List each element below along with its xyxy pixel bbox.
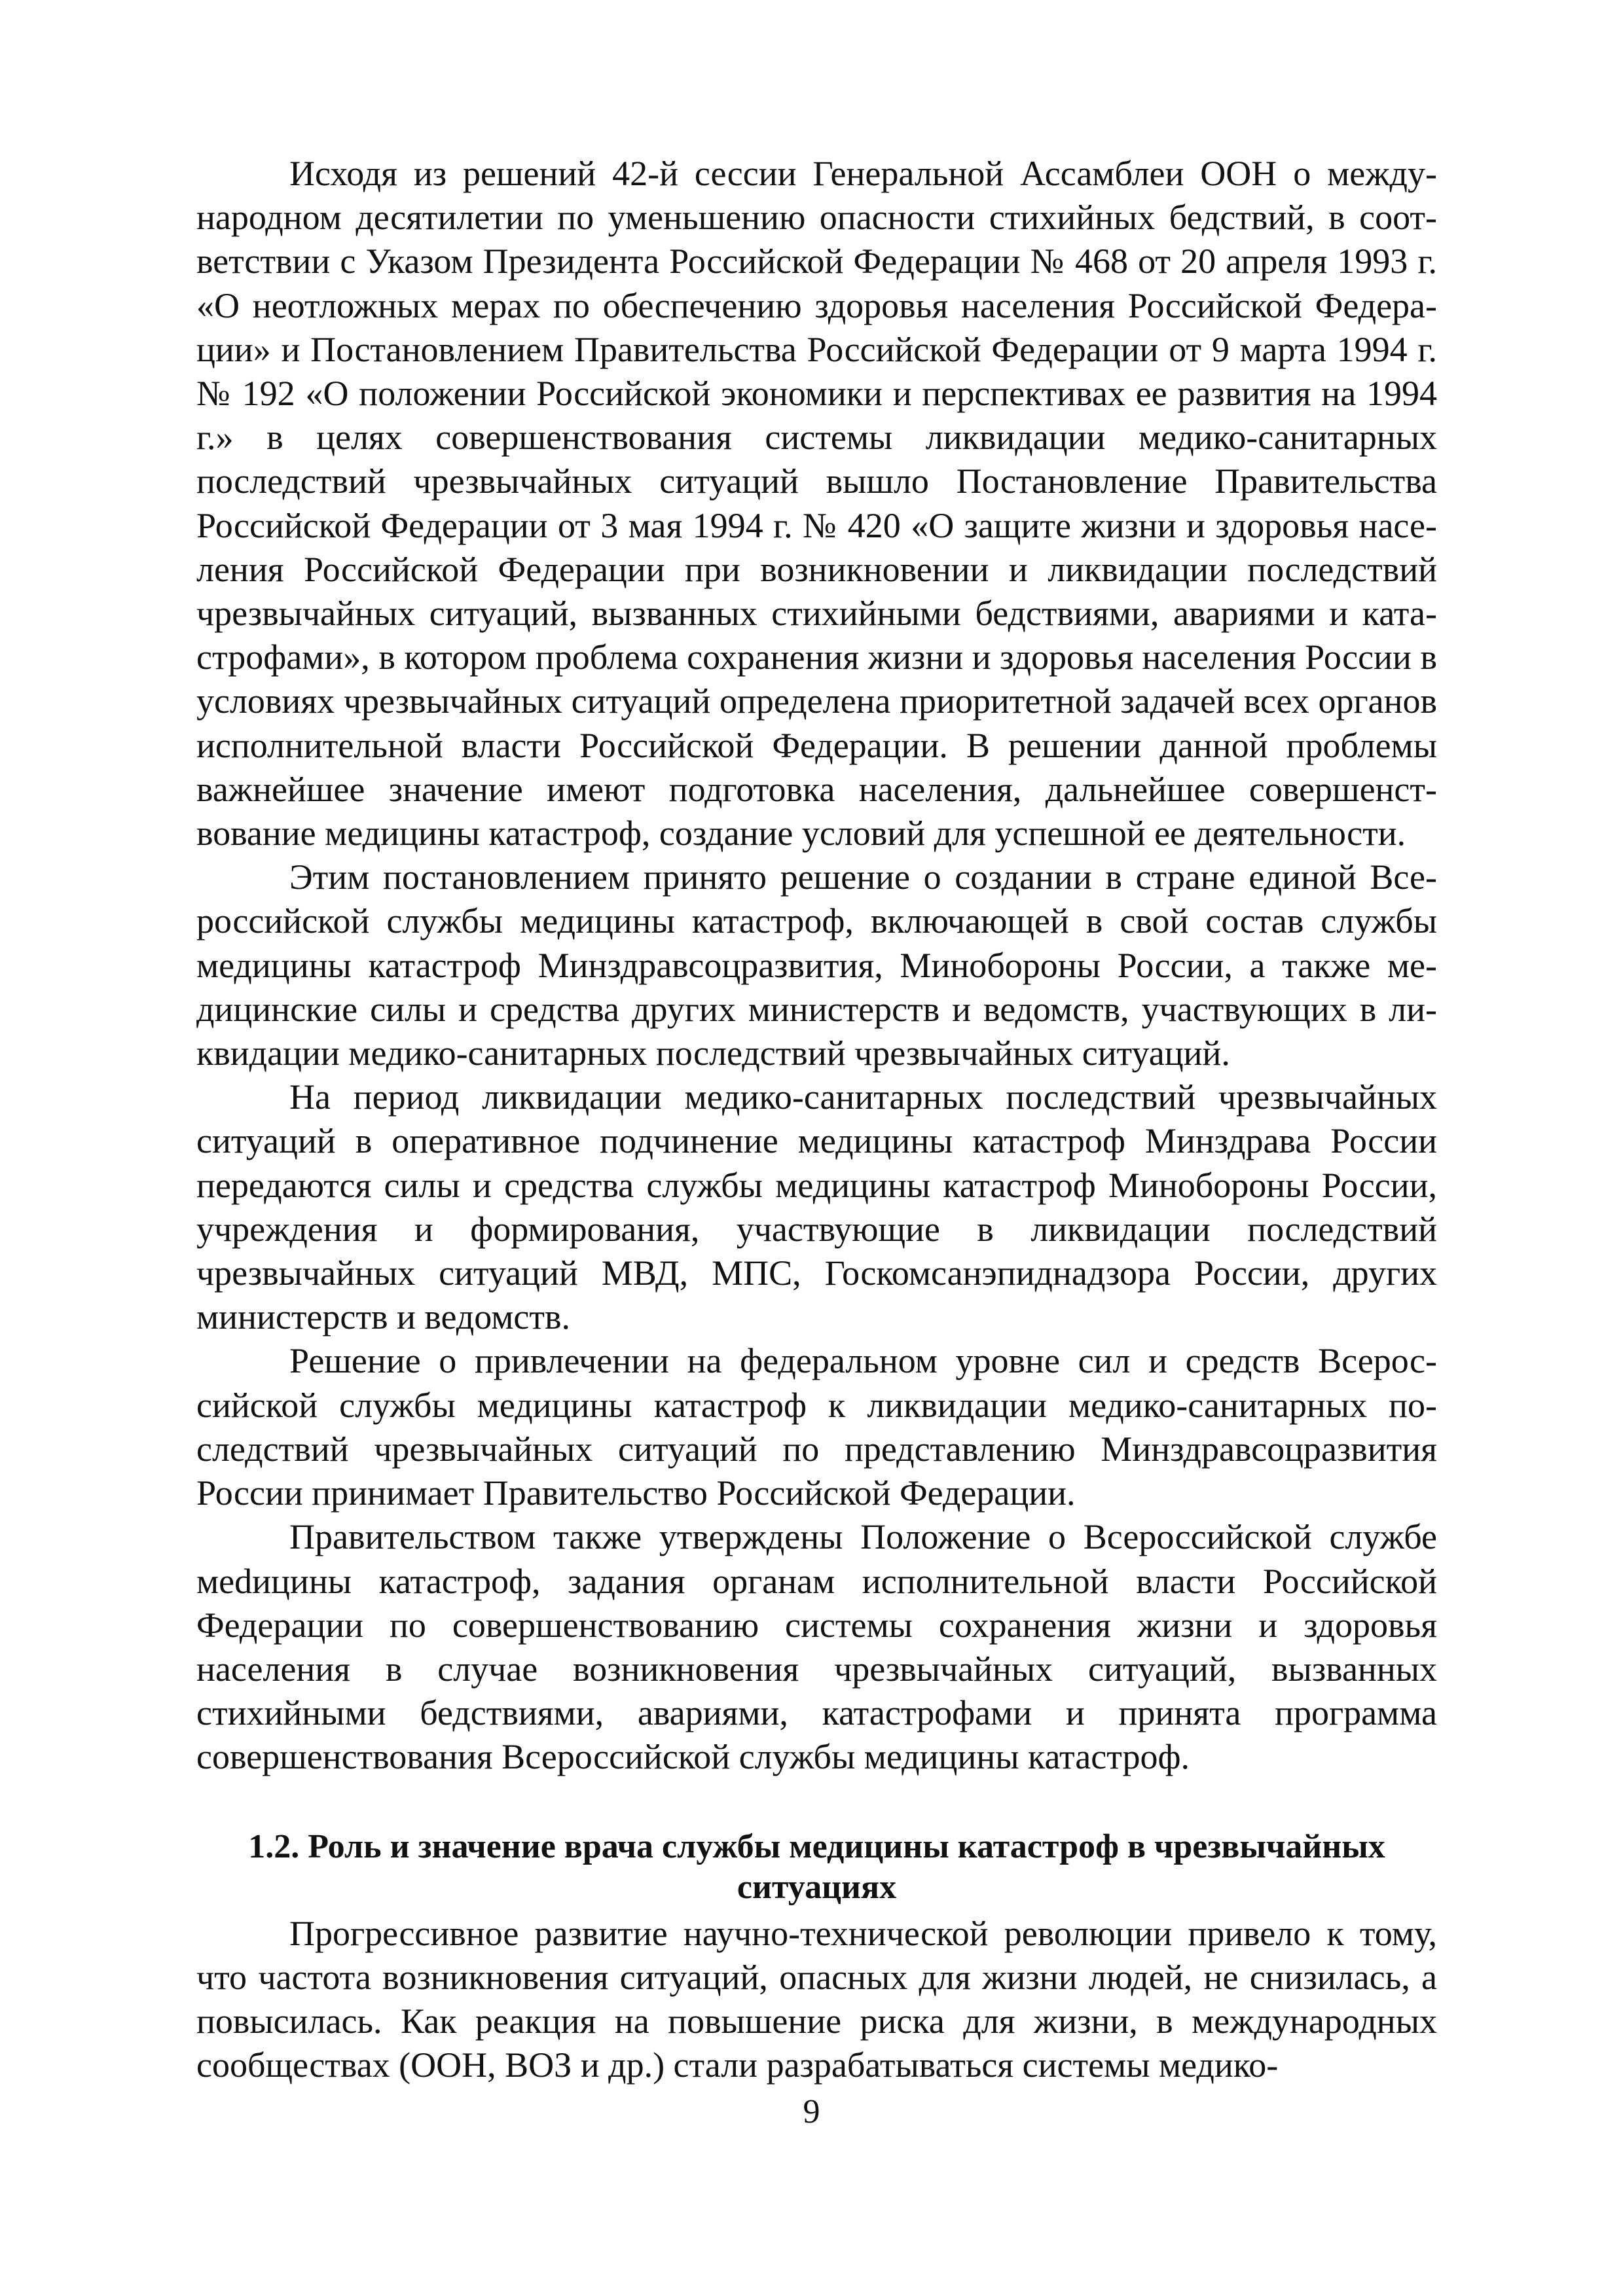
paragraph-service-creation: Этим постановлением принято решение о создании в стране единой Всероссийской службы медицины катастроф, включающей в свой состав службы медицины катастроф Минздравсоцразвития, Минобороны России, а также медицинские силы и средства других министерств и ведомств, участвующих в ликвидации медико-санитарных последствий чрезвычайных ситуаций. (196, 857, 1437, 1073)
page-number: 9 (803, 2093, 820, 2130)
section-heading: 1.2. Роль и значение врача службы медицины катастроф в чрезвычайных ситуациях (248, 1827, 1385, 1906)
paragraph-section-intro: Прогрессивное развитие научно-технической революции привело к тому, что частота возникновения ситуаций, опасных для жизни людей, не снизилась, а повысилась. Как реакция на повышение риска для жизни, в международных сообществах (ООН, ВОЗ и др.) стали разрабатываться системы медико- (196, 1913, 1437, 2085)
body-text (196, 152, 1437, 2087)
paragraph-federal-decision: Решение о привлечении на федеральном уровне сил и средств Всероссийской службы медицины катастроф к ликвидации медико-санитарных последствий чрезвычайных ситуаций по представлению Минздравсоцразвития России принимает Правительство Российской Федерации. (196, 1341, 1437, 1513)
paragraph-government-approval: Правительством также утверждены Положение о Всероссийской службе меdицины катастроф, задания органам исполнительной власти Российской Федерации по совершенствованию системы сохранения жизни и здоровья населения в случае возникновения чрезвычайных ситуаций, вызванных стихийными бедствиями, авариями, катастрофами и принята программа совершенствования Всероссийской службы медицины катастроф. (196, 1517, 1437, 1777)
paragraph-operational-subordination: На период ликвидации медико-санитарных последствий чрезвычайных ситуаций в оперативное подчинение медицины катастроф Минздрава России передаются силы и средства службы медицины катастроф Минобороны России, учреждения и формирования, участвующие в ликвидации последствий чрезвычайных ситуаций МВД, МПС, Госкомсанэпиднадзора России, других министерств и ведомств. (196, 1077, 1437, 1337)
paragraph-un-resolutions: Исходя из решений 42-й сессии Генеральной Ассамблеи ООН о международном десятилетии по уменьшению опасности стихийных бедствий, в соответствии с Указом Президента Российской Федерации № 468 от 20 апреля 1993 г. «О неотложных мерах по обеспечению здоровья населения Российской Федерации» и Постановлением Правительства Российской Федерации от 9 марта 1994 г. № 192 «О положении Российской экономики и перспективах ее развития на 1994 г.» в целях совершенствования системы ликвидации медико-санитарных последствий чрезвычайных ситуаций вышло Постановление Правительства Российской Федерации от 3 мая 1994 г. № 420 «О защите жизни и здоровья населения Российской Федерации при возникновении и ликвидации последствий чрезвычайных ситуаций, вызванных стихийными бедствиями, авариями и катастрофами», в котором проблема сохранения жизни и здоровья населения России в условиях чрезвычайных ситуаций определена приоритетной задачей всех органов исполнительной власти Российской Федерации. В решении данной проблемы важнейшее значение имеют подготовка населения, дальнейшее совершенствование медицины катастроф, создание условий для успешной ее деятельности. (196, 154, 1437, 853)
